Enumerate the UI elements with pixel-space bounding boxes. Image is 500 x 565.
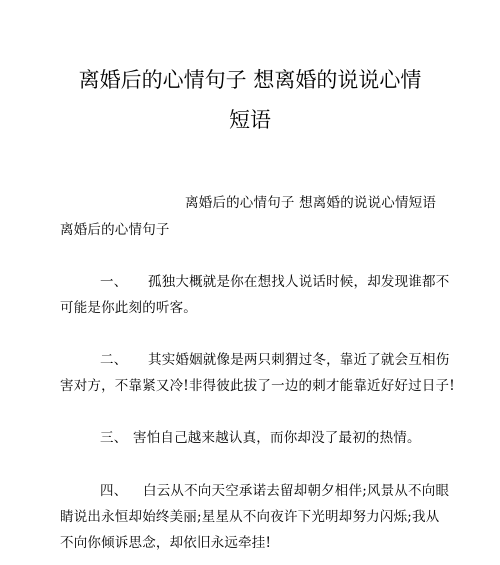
item-number: 一、: [100, 274, 128, 290]
item-text-line: 其实婚姻就像是两只刺猬过冬，靠近了就会互相伤: [148, 352, 450, 368]
item-text-line: 孤独大概就是你在想找人说话时候，却发现谁都不: [148, 274, 450, 290]
document-title-line-2: 短语: [229, 108, 271, 132]
intro-heading: 离婚后的心情句子: [60, 222, 170, 238]
item-text-line: 害怕自己越来越认真，而你却没了最初的热情。: [133, 430, 421, 446]
item-text-line: 白云从不向天空承诺去留却朝夕相伴;风景从不向眼: [143, 483, 450, 499]
item-number: 三、: [100, 430, 128, 446]
document-subtitle: 离婚后的心情句子 想离婚的说说心情短语: [185, 195, 437, 211]
item-text-line: 不向你倾诉思念，却依旧永远牵挂!: [60, 535, 272, 551]
document-title-line-1: 离婚后的心情句子 想离婚的说说心情: [78, 68, 422, 92]
item-number: 四、: [100, 483, 128, 499]
item-text-line: 睛说出永恒却始终美丽;星星从不向夜许下光明却努力闪烁;我从: [60, 509, 440, 525]
item-number: 二、: [100, 352, 128, 368]
item-text-line: 害对方，不靠紧又冷!非得彼此拔了一边的刺才能靠近好好过日子!: [60, 378, 455, 394]
item-text-line: 可能是你此刻的听客。: [60, 300, 197, 316]
